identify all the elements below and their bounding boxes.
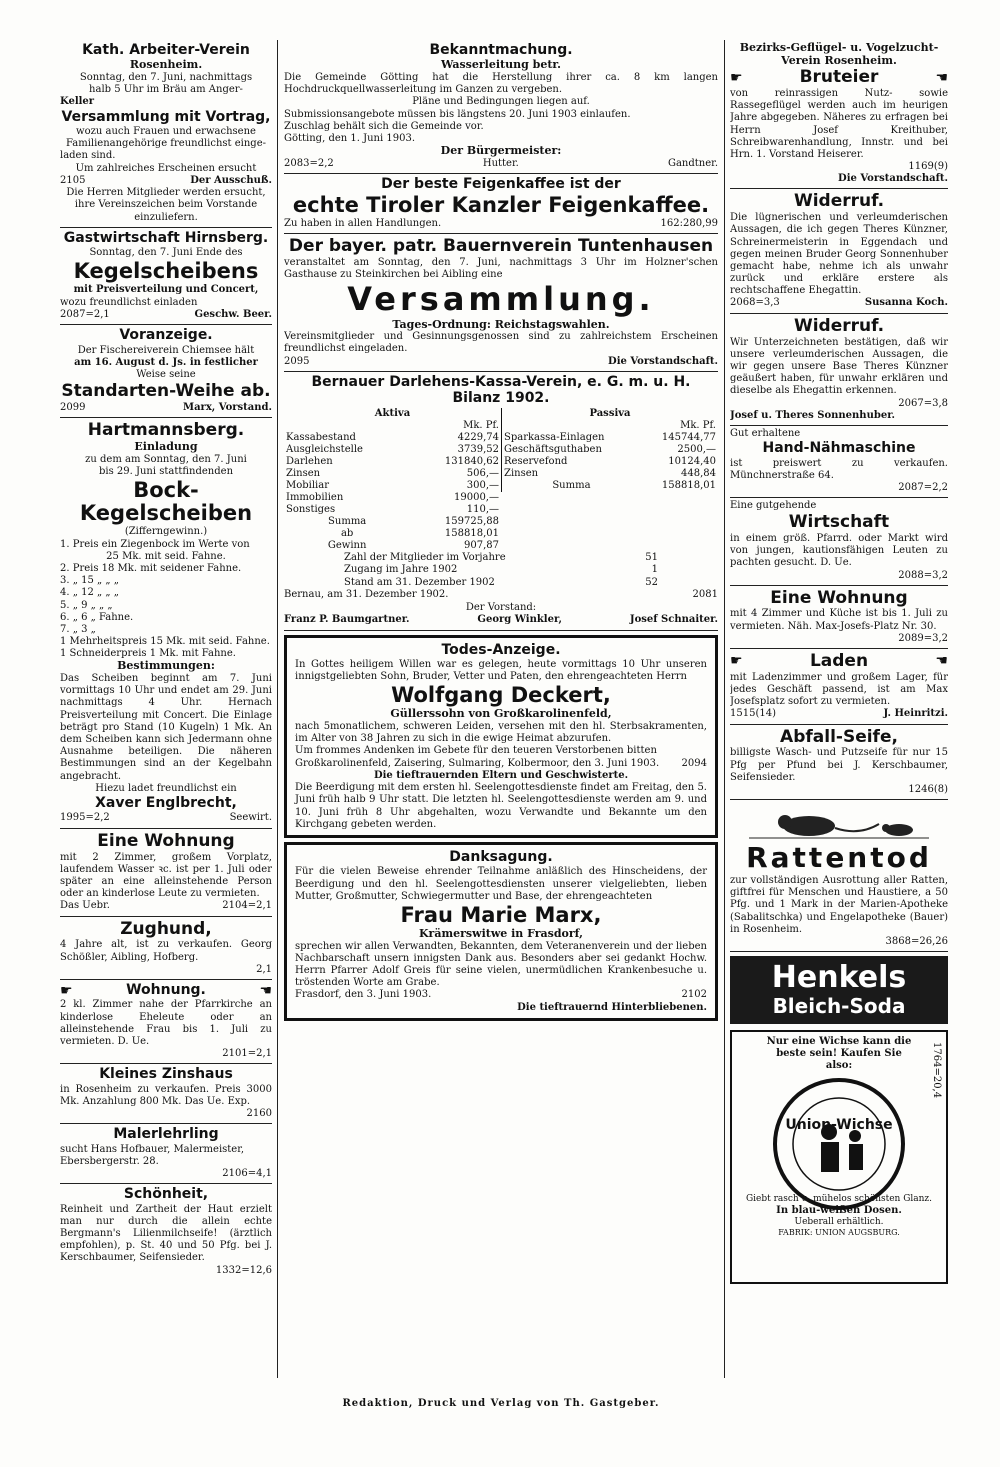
ad-text: Die lügnerischen und verleumderischen Aussagen, die ich gegen Theres Künzner, Schreinermeisterin in Eggendach und gegen meinen Bruder Georg Sonnenhuber gemacht habe, nehme ich als unwahr zurück und erkläre ersterе als rechtschaffene Ehegattin. (730, 212, 948, 297)
ad-text: mit Ladenzimmer und großem Lager, für jedes Geschäft passend, ist am Max Josefsplatz sofort zu vermieten. (730, 671, 948, 708)
ad-headline: Versammlung mit Vortrag, (61, 108, 271, 125)
ad-text: Der Fischereiverein Chiemsee hält (77, 344, 255, 356)
ad-title: Bernauer Darlehens-Kassa-Verein, e. G. m. u. H. (311, 374, 691, 391)
ad-wohnung (60, 829, 272, 917)
ad-subtitle: Einladung (134, 440, 198, 454)
row-value: 448,84 (681, 467, 716, 479)
ad-text: Wir Unterzeichneten bestätigen, daß wir unsere verleumderischen Aussagen, die wir gegen unsere Base Theres Künzner geäußert haben, für unwahr erklären und dieselbe als Ehegattin erkennen. (730, 336, 948, 397)
prize-line: 1. Preis ein Ziegenbock im Werte von (60, 538, 250, 550)
ad-signature: Georg Winkler, (477, 614, 562, 626)
row-label: Gewinn (327, 539, 367, 551)
ad-text: Für die vielen Beweise ehrender Teilnahme anläßlich des Hinscheidens, der Beerdigung und den hl. Seelengottesdiensten unserer vielgeliebten, lieben Mutter, Großmutter, Schwiegermutter und Base, der ehrengeachteten (295, 866, 707, 902)
pointing-hand-icon: ☛ (60, 982, 73, 999)
ad-title: Kath. Arbeiter-Verein (82, 42, 250, 58)
row-value: 19000,— (454, 491, 499, 503)
ad-code: 1515(14) (730, 708, 776, 720)
ad-headline: Hand-Nähmaschine (762, 440, 916, 457)
table-row (502, 456, 719, 468)
ad-title: Widerruf. (793, 315, 885, 336)
ad-text: in einem größ. Pfarrd. oder Markt wird von jungen, kautionsfähigen Leuten zu pachten gesucht. D. Ue. (730, 532, 948, 569)
ad-signature: Der Bürgermeister: (440, 144, 562, 158)
table-row (284, 504, 501, 516)
ad-code: 2067=3,8 (898, 397, 948, 409)
ad-code: 3868=26,26 (885, 935, 948, 947)
ad-signature: Die tieftrauernden Eltern und Geschwisterte. (373, 770, 629, 782)
member-value: 51 (645, 551, 658, 563)
row-label: Summa (552, 479, 591, 491)
ad-text: in Rosenheim zu verkaufen. Preis 3000 Mk. Anzahlung 800 Mk. Das Ue. Exp. (60, 1083, 272, 1107)
ad-brand: Union-Wichse (785, 1117, 893, 1134)
ad-arbeiter-verein (60, 40, 272, 228)
ad-subtitle: Tages-Ordnung: Reichstagswahlen. (392, 317, 610, 331)
ad-text: Nur eine Wichse kann die beste sein! Kaufen Sie also: (766, 1035, 912, 1071)
ad-code: 2089=3,2 (898, 632, 948, 644)
ad-title: Bekanntmachung. (429, 42, 573, 58)
row-value: 506,— (466, 467, 499, 479)
ad-signature: Geschw. Beer. (194, 308, 272, 320)
ad-signature: Der Ausschuß. (190, 174, 272, 186)
table-row (284, 432, 501, 444)
ad-text: Um frommes Andenken im Gebete für den teueren Verstorbenen bitten (295, 745, 657, 757)
ad-text: Die Herren Mitglieder werden ersucht, (66, 187, 266, 199)
ad-bernau-bilanz (284, 372, 718, 630)
ad-subtitle: Güllerssohn von Großkarolinenfeld, (390, 707, 612, 721)
ad-title: Kleines Zinshaus (99, 1066, 233, 1083)
row-label: Sonstiges (286, 503, 336, 515)
ad-signature: Hutter. (482, 157, 519, 169)
table-row (284, 456, 501, 468)
ad-title: Malerlehrling (113, 1126, 219, 1143)
ad-code: 1246(8) (908, 783, 948, 795)
ad-text: mit Preisverteilung und Concert, (73, 284, 259, 296)
ad-text: sucht Hans Hofbauer, Malermeister, Ebersbergerstr. 28. (60, 1143, 245, 1167)
row-label: Reservefond (504, 455, 568, 467)
ad-headline: Wirtschaft (788, 512, 890, 533)
ad-signature: Josef u. Theres Sonnenhuber. (730, 409, 896, 421)
member-label: Zahl der Mitglieder im Vorjahre (344, 551, 506, 563)
ad-code: 2088=3,2 (898, 569, 948, 581)
ad-code: 2102 (681, 989, 707, 1001)
ad-text: einzuliefern. (134, 211, 198, 223)
ad-text: Familienangehörige freundlichst einge- (65, 138, 267, 150)
ad-place: Großkarolinenfeld, Zaisering, Sulmaring, Kolbermoor, den 3. Juni 1903. (295, 757, 660, 769)
member-value: 1 (651, 564, 658, 576)
ad-code: 1995=2,2 (60, 812, 110, 824)
aktiva-table (284, 408, 501, 552)
ad-headline: Bruteier (799, 67, 879, 88)
ad-code: 1169(9) (908, 161, 948, 173)
ad-headline: Standarten-Weihe ab. (61, 381, 271, 402)
table-row (284, 516, 501, 528)
table-row (284, 468, 501, 480)
ad-headline: Kegelscheibens (73, 259, 259, 284)
ad-signature: Die Vorstandschaft. (838, 173, 948, 185)
ad-text: Giebt rasch u. mühelos schönsten Glanz. (745, 1193, 933, 1204)
ad-title: Zughund, (120, 918, 212, 939)
ad-feigenkaffee (284, 174, 718, 234)
ad-text: Zuschlag behält sich die Gemeinde vor. (284, 120, 484, 132)
ad-code: 2087=2,2 (898, 481, 948, 493)
pointing-hand-icon: ☛ (730, 69, 743, 86)
ad-headline: Frau Marie Marx, (400, 902, 602, 927)
ad-text: Die Beerdigung mit dem ersten hl. Seelengottesdienste findet am Freitag, den 5. Juni früh halb 9 Uhr statt. Die letzten hl. Seelengottesdienste werden am 9. und 10. Juni früh 8 Uhr abgehalten, wozu Verwandte und Bekannte um den Kirchgang gebeten werden. (295, 782, 707, 830)
ad-headline: Bock-Kegelscheiben (79, 478, 253, 526)
ad-text: Der Vorstand: (465, 601, 537, 613)
ad-abfall-seife (730, 725, 948, 800)
ad-text: wozu freundlichst einladen (60, 296, 198, 308)
ad-text: Vereinsmitglieder und Gesinnungsgenossen sind zu zahlreichstem Erscheinen freundlichst eingeladen. (284, 331, 718, 355)
ad-code: 1332=12,6 (215, 1264, 272, 1276)
ad-signature: Die Vorstandschaft. (608, 355, 718, 367)
pointing-hand-icon: ☚ (935, 69, 948, 86)
ad-code: 2160 (246, 1108, 272, 1120)
ad-text: Zu haben in allen Handlungen. (284, 217, 442, 229)
ad-title: Danksagung. (449, 849, 553, 866)
prize-line: 6. „ 6 „ Fahne. (60, 611, 134, 623)
ad-subtitle: Wasserleitung betr. (440, 58, 562, 72)
middle-column (284, 40, 718, 1025)
member-label: Stand am 31. Dezember 1902 (344, 576, 495, 588)
ad-text: Eine gutgehende (730, 500, 817, 512)
ad-widerruf-1 (730, 189, 948, 314)
column-rule-1 (277, 40, 278, 1378)
row-label: Zinsen (286, 467, 321, 479)
row-value: 10124,40 (668, 455, 716, 467)
prize-line: 25 Mk. mit seid. Fahne. (106, 550, 226, 562)
ad-naehmaschine (730, 426, 948, 498)
ad-bauernverein (284, 234, 718, 372)
table-row (284, 444, 501, 456)
ad-signature: Gandtner. (667, 157, 718, 169)
ad-malerlehrling (60, 1124, 272, 1184)
ad-code: 2105 (60, 174, 86, 186)
ad-text: Sonntag, den 7. Juni, nachmittags (79, 72, 253, 84)
ad-henkels-bleich-soda (730, 956, 948, 1024)
page-footer: Redaktion, Druck und Verlag von Th. Gastgeber. (342, 1398, 660, 1409)
ad-text: ist preiswert zu verkaufen. Münchnerstraße 64. (730, 457, 948, 481)
ad-text: Submissionsangebote müssen bis längstens 20. Juni 1903 einlaufen. (284, 108, 631, 120)
ad-title: Eine Wohnung (770, 587, 908, 608)
ad-gefluegel-verein (730, 40, 948, 189)
table-row (502, 432, 719, 444)
ad-place: Bernau, am 31. Dezember 1902. (284, 589, 449, 601)
ad-signature: Marx, Vorstand. (183, 401, 272, 413)
ad-bekanntmachung (284, 40, 718, 174)
row-value: 300,— (466, 479, 499, 491)
ad-signature: Die tieftrauernd Hinterbliebenen. (517, 1001, 707, 1013)
ad-subtitle: Bestimmungen: (117, 659, 215, 673)
ad-title: Abfall-Seife, (780, 726, 898, 747)
ad-text: ihre Vereinszeichen beim Vorstande (74, 199, 258, 211)
table-row (502, 480, 719, 492)
left-column (60, 40, 272, 1280)
ad-text: veranstaltet am Sonntag, den 7. Juni, nachmittags 3 Uhr im Holzner'schen Gasthause zu Steinkirchen bei Aibling eine (284, 256, 718, 281)
ad-hartmannsberg (60, 418, 272, 828)
ad-title: Hartmannsberg. (87, 420, 245, 441)
ad-title: Todes-Anzeige. (441, 641, 561, 658)
ad-wohnung-2 (60, 980, 272, 1064)
row-value: 4229,74 (457, 431, 499, 443)
table-row (284, 528, 501, 540)
ad-title: Laden (809, 650, 869, 671)
ad-code: 2095 (284, 355, 310, 367)
ad-widerruf-2 (730, 314, 948, 426)
ad-code: 2101=2,1 (222, 1048, 272, 1060)
ad-brand: Henkels (771, 960, 907, 996)
ad-headline: Wolfgang Deckert, (391, 683, 611, 708)
ad-signature: Susanna Koch. (864, 297, 948, 309)
table-row (284, 540, 501, 552)
ad-code: 2081 (692, 589, 718, 601)
prize-line: 7. „ 3 „ (60, 623, 96, 635)
row-value: 907,87 (464, 539, 499, 551)
row-label: Darlehen (286, 455, 333, 467)
ad-role: Seewirt. (229, 812, 272, 824)
ad-text: Weise seine (136, 369, 196, 381)
ad-code: 1764=20,4 (931, 1041, 942, 1098)
prize-line: 5. „ 9 „ „ „ (60, 599, 113, 611)
ad-text: mit 4 Zimmer und Küche ist bis 1. Juli zu vermieten. Näh. Max-Josefs-Platz Nr. 30. (730, 608, 948, 632)
ad-title: Voranzeige. (119, 327, 213, 344)
ad-place: Rosenheim. (129, 58, 203, 72)
ad-code: 2104=2,1 (222, 900, 272, 912)
prize-line: 2. Preis 18 Mk. mit seidener Fahne. (60, 562, 242, 574)
row-label: Ausgleichstelle (286, 443, 363, 455)
ad-code: 2,1 (256, 963, 272, 975)
row-value: 3739,52 (457, 443, 499, 455)
ad-text: (Zifferngewinn.) (124, 526, 208, 538)
table-header: Passiva (589, 407, 631, 419)
ad-text: zu dem am Sonntag, den 7. Juni (85, 453, 247, 465)
ad-text: Gut erhaltene (730, 427, 801, 439)
ad-title: Gastwirtschaft Hirnsberg. (63, 229, 269, 246)
ad-title: Eine Wohnung (97, 830, 235, 851)
balance-sheet (284, 408, 718, 552)
row-label: Mobiliar (286, 479, 329, 491)
ad-title: Widerruf. (793, 191, 885, 212)
ad-text: Götting, den 1. Juni 1903. (284, 132, 415, 144)
ad-code: 2094 (681, 757, 707, 769)
row-label: ab (340, 527, 354, 539)
ad-signature: J. Heinritzi. (883, 708, 948, 720)
row-value: 158818,01 (661, 479, 716, 491)
table-unit: Mk. Pf. (463, 419, 499, 431)
ad-title: Der bayer. patr. Bauernverein Tuntenhausen (288, 236, 714, 257)
row-value: 131840,62 (444, 455, 499, 467)
row-label: Sparkassa-Einlagen (504, 431, 605, 443)
ad-text: 2 kl. Zimmer nahe der Pfarrkirche an kinderlose Eheleute oder an alleinstehende Frau bis 1. Juli zu vermieten. D. Ue. (60, 999, 272, 1047)
ad-zinshaus (60, 1064, 272, 1124)
table-row (502, 468, 719, 480)
ad-text: In Gottes heiligem Willen war es gelegen, heute vormittags 10 Uhr unseren innigstgeliebten Sohn, Bruder, Vetter und Paten, den ehrengeachteten Herrn (295, 658, 707, 683)
ad-text: billigste Wasch- und Putzseife für nur 15 Pfg per Pfund bei J. Kerschbaumer, Seifensieder. (730, 747, 948, 783)
ad-signature: Franz P. Baumgartner. (284, 614, 410, 626)
ad-text: Pläne und Bedingungen liegen auf. (412, 96, 590, 108)
row-label: Kassabestand (286, 431, 356, 443)
prize-line: 3. „ 15 „ „ „ (60, 575, 119, 587)
ad-title: Der beste Feigenkaffee ist der (381, 176, 621, 193)
ad-text: nach 5monatlichem, schweren Leiden, versehen mit den hl. Sterbsakramenten, im Alter von 38 Jahren zu sich in die ewige Heimat abzurufen. (295, 721, 707, 745)
pointing-hand-icon: ☚ (259, 982, 272, 999)
ad-code: 2106=4,1 (222, 1168, 272, 1180)
ad-signature: Xaver Englbrecht, (95, 794, 237, 811)
ad-text: Das Scheiben beginnt am 7. Juni vormittags 10 Uhr und endet am 29. Juni nachmittags 4 Uhr. Hernach Preisverteilung mit Concert. Die Einlage beträgt pro Stand (10 Kugeln) 1 Mk. An dem Scheiben kann sich Jedermann ohne Ausnahme beteiligen. Die näheren Bestimmungen sind an der Kegelbahn angebracht. (60, 673, 272, 782)
ad-text: Die Gemeinde Götting hat die Herstellung ihrer ca. 8 km langen Hochdruckquellwasserleitung im Ganzen zu vergeben. (284, 72, 718, 96)
ad-text: Sonntag, den 7. Juni Ende des (89, 247, 243, 259)
ad-code: 162:280,99 (660, 217, 718, 229)
ad-text: bis 29. Juni stattfindenden (98, 466, 234, 477)
ad-union-wichse (730, 1030, 948, 1284)
table-unit: Mk. Pf. (680, 419, 716, 431)
row-value: 159725,88 (444, 515, 499, 527)
ad-code: 2099 (60, 401, 86, 413)
pointing-hand-icon: ☚ (935, 653, 948, 670)
ad-title: Schönheit, (123, 1186, 209, 1203)
ad-text: von reinrassigen Nutz- sowie Rassegeflügel werden auch im heurigen Jahre abgegeben. Näheres zu erfragen bei Herrn Josef Kreithuber, Schreibwarenhandlung, Innstr. und bei Hrn. 1. Vorstand Heiserer. (730, 87, 948, 160)
ad-rattentod (730, 800, 948, 952)
ad-headline: Versammlung. (347, 280, 655, 319)
table-row (284, 480, 501, 492)
ad-ref: Das Uebr. (60, 900, 110, 912)
ad-schoenheit (60, 1184, 272, 1280)
ad-title: Bezirks-Geflügel- u. Vogelzucht-Verein Rosenheim. (739, 41, 939, 67)
ad-text: wozu auch Frauen und erwachsene (76, 125, 256, 137)
ad-headline: echte Tiroler Kanzler Feigenkaffee. (292, 192, 710, 217)
ad-text: 4 Jahre alt, ist zu verkaufen. Georg Schößler, Aibling, Hofberg. (60, 939, 272, 963)
ad-text: zur vollständigen Ausrottung aller Ratten, giftfrei für Menschen und Haustiere, a 50 Pfg. und 1 Mark in der Marien-Apotheke (Sabalitschka) und Engelapotheke (Bauer) in Rosenheim. (730, 874, 948, 935)
ad-text: In blau-weißen Dosen. (776, 1204, 902, 1216)
ad-text: sprechen wir allen Verwandten, Bekannten, dem Veteranenverein und der lieben Nachbarschaft unsern innigsten Dank aus. Besonders aber sei gedankt Hochw. Herrn Pfarrer Adolf Greis für seine vielen, unermüdlichen Krankenbesuche u. tröstenden Worte am Grabe. (295, 940, 707, 989)
column-rule-2 (724, 40, 725, 1378)
row-label: Zinsen (504, 467, 539, 479)
ad-text: Hiezu ladet freundlichst ein (95, 782, 237, 794)
ad-wohnung-right (730, 586, 948, 649)
ad-text: laden sind. (60, 150, 116, 162)
ad-subtitle: Bilanz 1902. (452, 390, 550, 407)
ad-text: Um zahlreiches Erscheinen ersucht (75, 162, 257, 174)
ad-wirtschaft (730, 498, 948, 586)
row-value: 2500,— (677, 443, 716, 455)
ad-product: Bleich-Soda (772, 993, 906, 1018)
prize-line: 1 Mehrheitspreis 15 Mk. mit seid. Fahne. (60, 636, 270, 648)
ad-title: Rattentod (746, 841, 932, 875)
row-label: Geschäftsguthaben (504, 443, 602, 455)
ad-text: mit 2 Zimmer, großem Vorplatz, laufendem Wasser ꝛc. ist per 1. Juli oder später an eine alleinstehende Person oder an kinderlose Leute zu vermieten. (60, 851, 272, 900)
ad-text: halb 5 Uhr im Bräu am Anger- (89, 84, 243, 96)
table-row (284, 492, 501, 504)
prize-line: 1 Schneiderpreis 1 Mk. mit Fahne. (60, 648, 236, 660)
ad-place: Frasdorf, den 3. Juni 1903. (295, 989, 432, 1001)
ad-laden (730, 649, 948, 725)
member-label: Zugang im Jahre 1902 (344, 564, 458, 576)
pointing-hand-icon: ☛ (730, 653, 743, 670)
ad-danksagung (284, 842, 718, 1021)
ad-text: Ueberall erhältlich. (794, 1216, 884, 1227)
ad-title: Wohnung. (126, 982, 206, 999)
ad-subtitle: Krämerswitwe in Frasdorf, (418, 927, 584, 941)
prize-line: 4. „ 12 „ „ „ (60, 587, 119, 599)
ad-voranzeige (60, 325, 272, 418)
row-value: 110,— (466, 503, 499, 515)
ad-signature: Josef Schnaiter. (629, 614, 718, 626)
passiva-table (501, 408, 718, 492)
rat-illustration-icon (730, 802, 948, 842)
ad-text: am 16. August d. Js. in festlicher (74, 356, 258, 368)
right-column (730, 40, 948, 1284)
row-value: 145744,77 (661, 431, 716, 443)
row-label: Summa (328, 515, 367, 527)
table-header: Aktiva (374, 407, 411, 419)
table-row (502, 444, 719, 456)
row-value: 158818,01 (444, 527, 499, 539)
row-label: Immobilien (286, 491, 344, 503)
ad-zughund (60, 917, 272, 980)
ad-text: Keller (60, 96, 95, 108)
ad-text: Reinheit und Zartheit der Haut erzielt man nur durch die allein echte Bergmann's Lilienmilchseife! (ärztlich empfohlen), p. St. 40 und 50 Pfg. bei J. Kerschbaumer, Seifensieder. (60, 1203, 272, 1264)
ad-code: 2087=2,1 (60, 308, 110, 320)
ad-code: 2083=2,2 (284, 157, 334, 169)
ad-hirnsberg (60, 228, 272, 326)
member-value: 52 (645, 576, 658, 588)
ad-code: 2068=3,3 (730, 297, 780, 309)
ad-todes-anzeige (284, 635, 718, 839)
ad-text: FABRIK: UNION AUGSBURG. (778, 1227, 900, 1237)
